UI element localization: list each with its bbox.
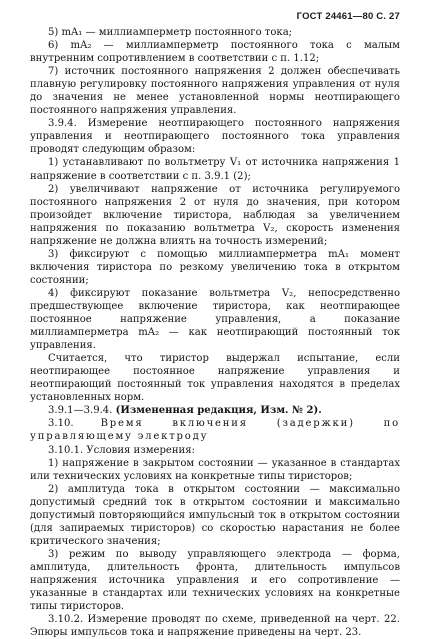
amendment-text: (Измененная редакция, Изм. № 2).	[115, 405, 322, 417]
amendment-note	[30, 404, 400, 417]
list-item-7: 7) источник постоянного напряжения 2 должен обеспечивать плавную регулировку постоянного напряжения управления от нуля до значения не менее установленной нормы неотпирающего постоянного напряжения управления.	[30, 66, 400, 117]
section-3-10-heading	[30, 417, 400, 443]
section-3-9-4-intro: 3.9.4. Измерение неотпирающего постоянного напряжения управления и неотпирающего постоянного тока управления проводят следующим образом:	[30, 118, 400, 156]
conditions-title: 3.10.1. Условия измерения:	[48, 444, 195, 456]
condition-1: 1) напряжение в закрытом состоянии — указанное в стандартах или технических условиях на конкретные типы тиристоров;	[30, 457, 400, 482]
document-body	[30, 26, 400, 639]
procedure-step-4: 4) фиксируют показание вольтметра V₂, непосредственно предшествующее включение тиристора, как неотпирающее постоянное напряжение управления, а показание миллиамперметра mA₂ — как неотпирающий постоянный ток управления.	[30, 287, 400, 352]
list-item-6: 6) mA₂ — миллиамперметр постоянного тока с малым внутренним сопротивлением в соответствии с п. 1.12;	[30, 40, 400, 65]
list-item-5: 5) mA₁ — миллиамперметр постоянного тока;	[48, 27, 293, 38]
page-number: С. 27	[376, 11, 400, 22]
page-header	[297, 11, 400, 22]
procedure-step-2: 2) увеличивают напряжение от источника регулируемого постоянного напряжения 2 от нуля до значения, при котором произойдет включение тиристора, наблюдая за увеличением напряжения по показанию вольтметра V₂, скорость изменения напряжение не должна влиять на точность измерений;	[30, 183, 400, 247]
standard-number: ГОСТ 24461—80	[296, 11, 374, 22]
procedure-step-3: 3) фиксируют с помощью миллиамперметра mA₁ момент включения тиристора по резкому увеличению тока в открытом состоянии;	[30, 248, 400, 286]
condition-2: 2) амплитуда тока в открытом состоянии — максимально допустимый средний ток в открытом состоянии и максимально допустимый повторяющийся импульсный ток в открытом состоянии (для запираемых тиристоров) со скоростью нарастания не более критического значения;	[30, 483, 400, 547]
test-conclusion: Считается, что тиристор выдержал испытание, если неотпирающее постоянное напряжение управления и неотпирающий постоянный ток управления находятся в пределах установленных норм.	[30, 353, 400, 404]
condition-3: 3) режим по выводу управляющего электрода — форма, амплитуда, длительность фронта, длительность импульсов напряжения источника управления и его сопротивление — указанные в стандартах или технических условиях на конкретные типы тиристоров.	[30, 548, 400, 613]
procedure-step-1: 1) устанавливают по вольтметру V₁ от источника напряжения 1 напряжение в соответствии с п. 3.9.1 (2);	[30, 157, 400, 182]
section-title: Время включения (задержки) по управляющему электроду	[30, 418, 400, 443]
amendment-range: 3.9.1—3.9.4.	[48, 405, 113, 417]
section-number: 3.10.	[48, 418, 74, 430]
paragraph-3-10-2: 3.10.2. Измерение проводят по схеме, приведенной на черт. 22. Эпюры импульсов тока и напряжение приведены на черт. 23.	[30, 614, 400, 639]
